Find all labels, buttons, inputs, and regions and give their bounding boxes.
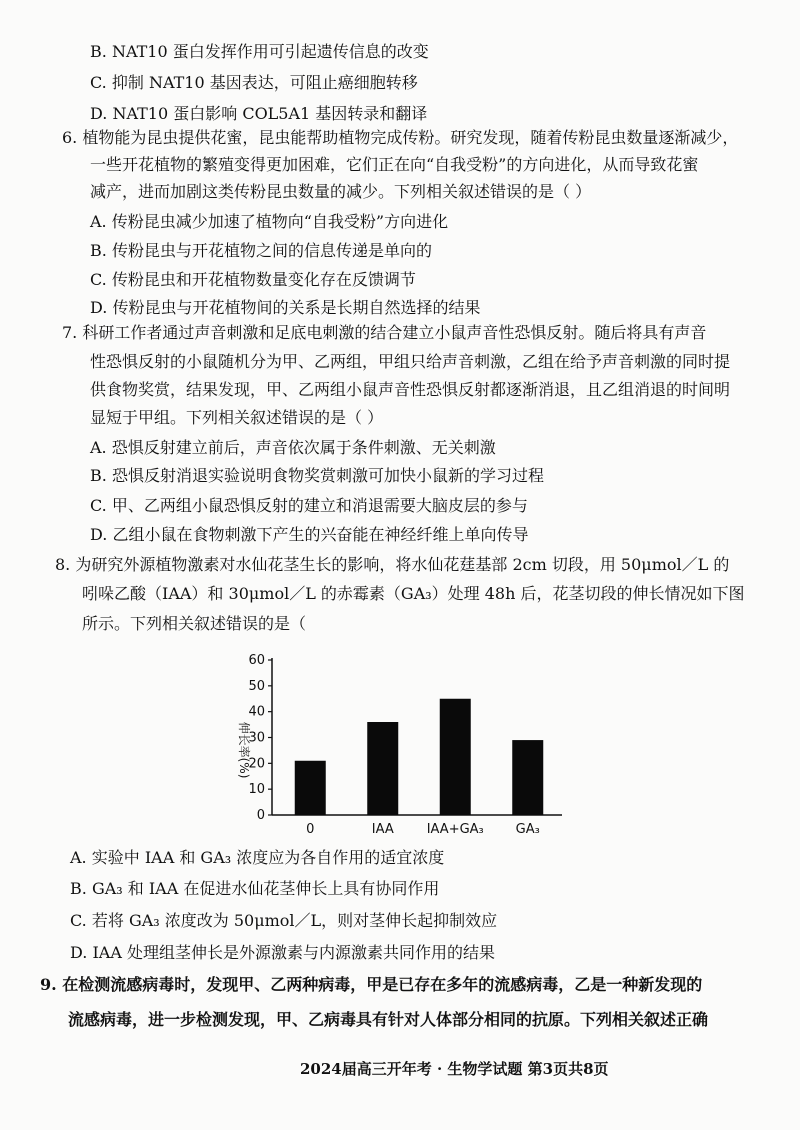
q8-option-b: B. GA₃ 和 IAA 在促进水仙花茎伸长上具有协同作用 (70, 879, 440, 898)
y-tick-label: 10 (248, 782, 265, 798)
q7-stem-line-4: 显短于甲组。下列相关叙述错误的是（ ） (90, 408, 384, 427)
y-tick-label: 30 (248, 730, 265, 746)
q8-option-d: D. IAA 处理组茎伸长是外源激素与内源激素共同作用的结果 (70, 943, 495, 962)
y-axis-label: 伸长率(%) (237, 721, 251, 779)
q5-option-b: B. NAT10 蛋白发挥作用可引起遗传信息的改变 (90, 42, 429, 61)
bar-0 (295, 761, 326, 815)
elongation-bar-chart (220, 650, 580, 840)
page-footer: 2024届高三开年考 · 生物学试题 第3页共8页 (300, 1060, 609, 1078)
q6-option-d: D. 传粉昆虫与开花植物间的关系是长期自然选择的结果 (90, 298, 481, 317)
x-tick-label: IAA (371, 822, 394, 837)
y-tick-label: 40 (248, 704, 265, 720)
y-tick-label: 50 (248, 678, 265, 694)
x-tick-label: 0 (306, 822, 315, 837)
q8-stem-line-2: 吲哚乙酸（IAA）和 30μmol／L 的赤霉素（GA₃）处理 48h 后，花茎切段的伸长情况如下图 (82, 584, 745, 603)
q7-option-d: D. 乙组小鼠在食物刺激下产生的兴奋能在神经纤维上单向传导 (90, 525, 529, 544)
y-tick-label: 0 (256, 808, 265, 823)
q6-stem-line-2: 一些开花植物的繁殖变得更加困难，它们正在向“自我受粉”的方向进化，从而导致花蜜 (90, 155, 699, 174)
x-tick-label: GA₃ (515, 822, 540, 837)
q7-stem-line-1: 7. 科研工作者通过声音刺激和足底电刺激的结合建立小鼠声音性恐惧反射。随后将具有声音 (62, 323, 707, 342)
q7-option-c: C. 甲、乙两组小鼠恐惧反射的建立和消退需要大脑皮层的参与 (90, 496, 528, 515)
q6-stem-line-1: 6. 植物能为昆虫提供花蜜，昆虫能帮助植物完成传粉。研究发现，随着传粉昆虫数量逐渐减少， (62, 128, 739, 147)
q7-stem-line-2: 性恐惧反射的小鼠随机分为甲、乙两组，甲组只给声音刺激，乙组在给予声音刺激的同时提 (90, 352, 731, 371)
y-tick-label: 60 (248, 653, 265, 668)
q7-option-b: B. 恐惧反射消退实验说明食物奖赏刺激可加快小鼠新的学习过程 (90, 466, 544, 485)
q9-stem-line-1: 9. 在检测流感病毒时，发现甲、乙两种病毒，甲是已存在多年的流感病毒，乙是一种新发现的 (40, 975, 703, 994)
chart-bars (295, 699, 544, 815)
q9-stem-line-2: 流感病毒，进一步检测发现，甲、乙病毒具有针对人体部分相同的抗原。下列相关叙述正确 (68, 1010, 709, 1029)
bar-3 (512, 740, 543, 815)
q7-stem-line-3: 供食物奖赏，结果发现，甲、乙两组小鼠声音性恐惧反射都逐渐消退，且乙组消退的时间明 (90, 380, 731, 399)
q6-option-b: B. 传粉昆虫与开花植物之间的信息传递是单向的 (90, 241, 432, 260)
q8-option-a: A. 实验中 IAA 和 GA₃ 浓度应为各自作用的适宜浓度 (70, 848, 445, 867)
x-tick-labels (306, 822, 540, 837)
bar-1 (367, 722, 398, 815)
q6-option-c: C. 传粉昆虫和开花植物数量变化存在反馈调节 (90, 270, 416, 289)
q5-option-d: D. NAT10 蛋白影响 COL5A1 基因转录和翻译 (90, 104, 428, 123)
y-ticks (248, 653, 272, 823)
q8-stem-line-1: 8. 为研究外源植物激素对水仙花茎生长的影响，将水仙花莛基部 2cm 切段，用 50μmol／L 的 (55, 555, 730, 574)
bar-2 (440, 699, 471, 815)
q6-option-a: A. 传粉昆虫减少加速了植物向“自我受粉”方向进化 (90, 212, 449, 231)
q6-stem-line-3: 减产，进而加剧这类传粉昆虫数量的减少。下列相关叙述错误的是（ ） (90, 182, 592, 201)
q7-option-a: A. 恐惧反射建立前后，声音依次属于条件刺激、无关刺激 (90, 438, 496, 457)
q8-option-c: C. 若将 GA₃ 浓度改为 50μmol／L，则对茎伸长起抑制效应 (70, 911, 498, 930)
q8-stem-line-3: 所示。下列相关叙述错误的是（ (82, 614, 307, 633)
q5-option-c: C. 抑制 NAT10 基因表达，可阻止癌细胞转移 (90, 73, 418, 92)
x-tick-label: IAA+GA₃ (426, 822, 484, 837)
y-tick-label: 20 (248, 756, 265, 772)
